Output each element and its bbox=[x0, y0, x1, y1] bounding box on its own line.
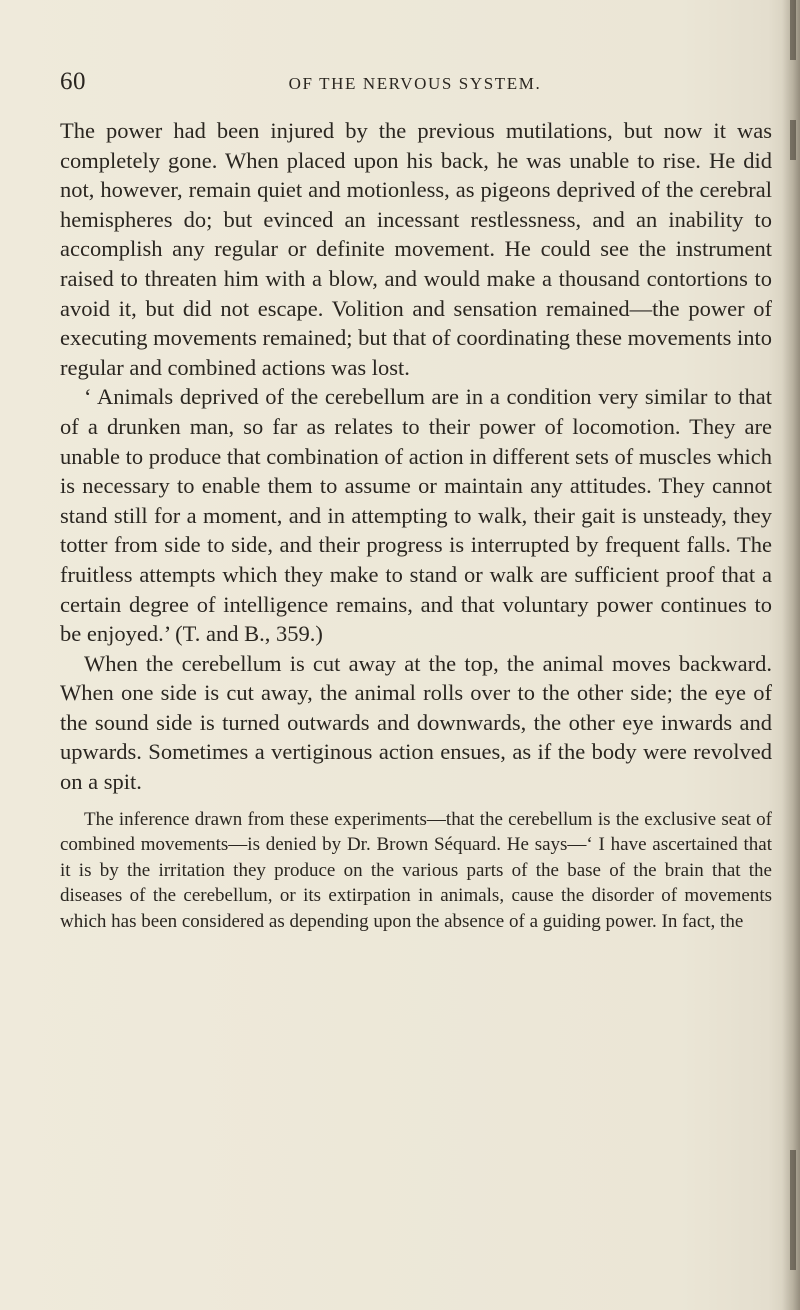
paragraph-quotation: ‘ Animals deprived of the cerebellum are in a condition very similar to that of a drunken man, so far as relates to their power of locomotion. They are unable to produce that combination of action in different sets of muscles which is necessary to enable them to assume or maintain any attitudes. They cannot stand still for a moment, and in attempting to walk, their gait is unsteady, they totter from side to side, and their progress is interrupted by frequent falls. The fruitless attempts which they make to stand or walk are sufficient proof that a certain degree of intelligence remains, and that voluntary power continues to be enjoyed.’ (T. and B., 359.) bbox=[60, 384, 772, 647]
paragraph-small-print: The inference drawn from these experiments—that the cerebellum is the exclusive seat of combined movements—is denied by Dr. Brown Séquard. He says—‘ I have ascertained that it is by the irritation they produce on the various parts of the base of the brain that the diseases of the cerebellum, or its extirpation in animals, cause the disorder of movements which has been considered as depending upon the absence of a guiding power. In fact, the bbox=[60, 808, 772, 933]
running-head: OF THE NERVOUS SYSTEM. bbox=[288, 74, 542, 93]
page-body bbox=[60, 116, 772, 935]
paragraph: When the cerebellum is cut away at the top, the animal moves backward. When one side is cut away, the animal rolls over to the other side; the eye of the sound side is turned outwards and downwards, the other eye inwards and upwards. Sometimes a vertiginous action ensues, as if the body were revolved on a spit. bbox=[60, 650, 772, 795]
edge-mark bbox=[790, 0, 796, 60]
page-header bbox=[60, 68, 770, 98]
edge-mark bbox=[790, 1150, 796, 1270]
paragraph-continued: The power had been injured by the previous mutilations, but now it was completely gone. When placed upon his back, he was unable to rise. He did not, however, remain quiet and motionless, as pigeons deprived of the cerebral hemispheres do; but evinced an incessant restlessness, and an inability to accomplish any regular or definite movement. He could see the instrument raised to threaten him with a blow, and would make a thousand contortions to avoid it, but did not escape. Volition and sensation remained—the power of executing movements remained; but that of coordinating these movements into regular and combined actions was lost. bbox=[60, 118, 772, 380]
edge-mark bbox=[790, 120, 796, 160]
page-edge-shadow bbox=[782, 0, 800, 1310]
page-number: 60 bbox=[60, 68, 86, 95]
